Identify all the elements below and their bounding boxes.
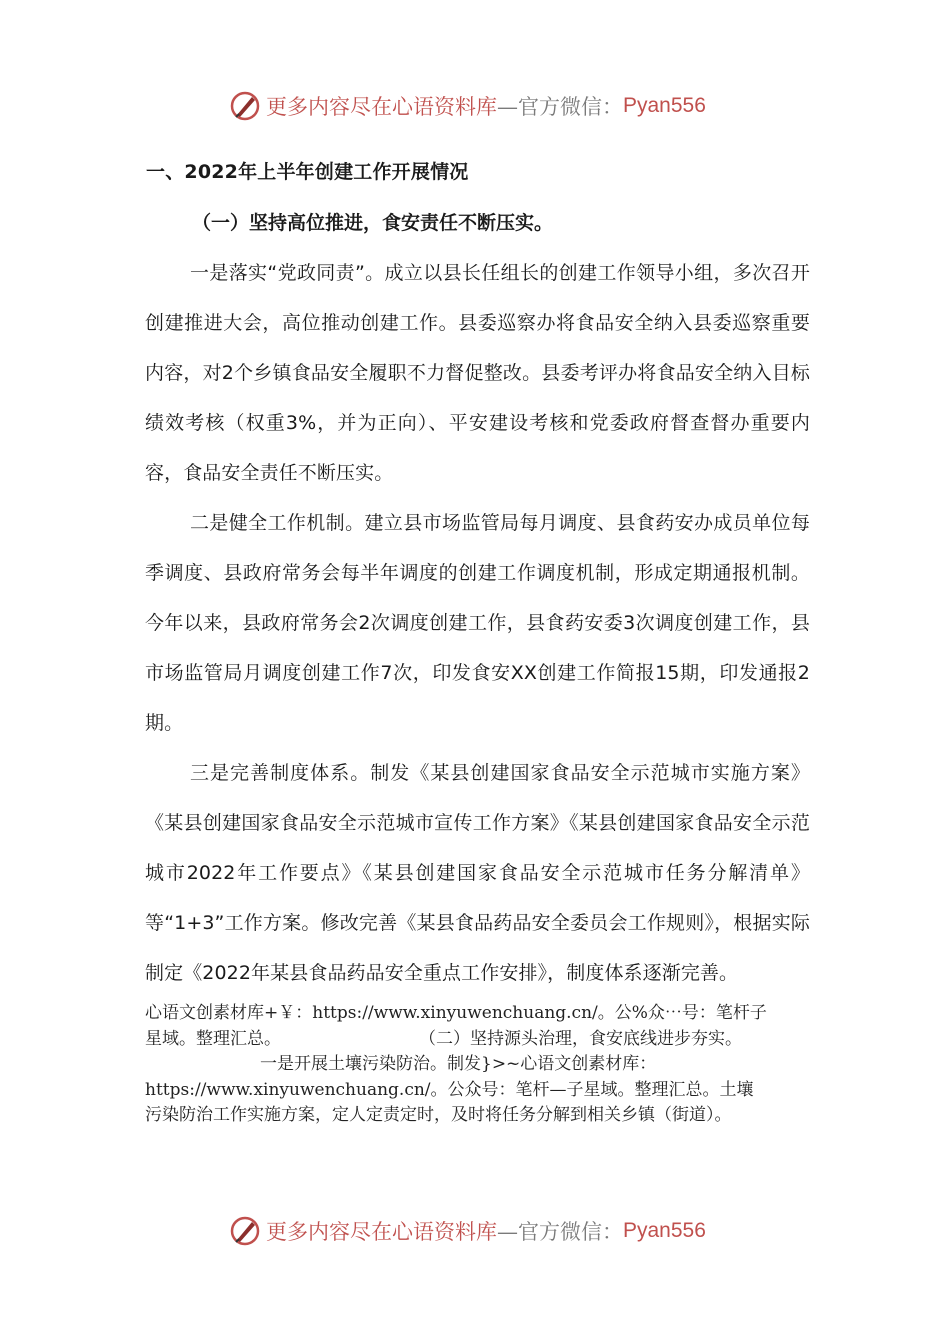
banner-wechat-label: —官方微信： — [497, 95, 623, 119]
paragraph-work-mechanism: 二是健全工作机制。建立县市场监管局每月调度、县食药安办成员单位每季调度、县政府常务会每半年调度的创建工作调度机制，形成定期通报机制。今年以来，县政府常务会2次调度创建工作，县食药安委3次调度创建工作，县市场监管局月调度创建工作7次，印发食安XX创建工作简报15期，印发通报2期。 — [145, 512, 810, 734]
tail-text-block — [145, 1001, 815, 1129]
subsection-heading-2: （二）坚持源头治理，食安底线进步夯实。 — [419, 1028, 742, 1049]
tail-line — [145, 1027, 815, 1053]
section-heading: 一、2022年上半年创建工作开展情况 — [146, 161, 469, 183]
watermark-banner-top — [228, 86, 706, 126]
tail-line: https://www.xinyuwenchuang.cn/。公众号：笔杆—子星域。整理汇总。土壤 — [145, 1079, 754, 1100]
banner-brand: 更多内容尽在心语资料库 — [266, 95, 497, 119]
paragraph-party-responsibility: 一是落实“党政同责”。成立以县长任组长的创建工作领导小组，多次召开创建推进大会，高位推动创建工作。县委巡察办将食品安全纳入县委巡察重要内容，对2个乡镇食品安全履职不力督促整改。县委考评办将食品安全纳入目标绩效考核（权重3%，并为正向）、平安建设考核和党委政府督查督办重要内容，食品安全责任不断压实。 — [145, 262, 810, 484]
banner-account: Pyan556 — [623, 94, 706, 117]
quill-logo-icon — [228, 89, 262, 123]
tail-line: 一是开展土壤污染防治。制发}>~心语文创素材库： — [260, 1054, 657, 1074]
banner-account: Pyan556 — [623, 1219, 706, 1242]
banner-wechat-label: —官方微信： — [497, 1220, 623, 1244]
paragraph-system-building: 三是完善制度体系。制发《某县创建国家食品安全示范城市实施方案》《某县创建国家食品安全示范城市宣传工作方案》《某县创建国家食品安全示范城市2022年工作要点》《某县创建国家食品安全示范城市任务分解清单》等“1+3”工作方案。修改完善《某县食品药品安全委员会工作规则》，根据实际制定《2022年某县食品药品安全重点工作安排》，制度体系逐渐完善。 — [145, 762, 810, 984]
watermark-banner-bottom — [228, 1211, 706, 1251]
quill-logo-icon — [228, 1214, 262, 1248]
tail-line: 污染防治工作实施方案，定人定责定时，及时将任务分解到相关乡镇（街道）。 — [145, 1105, 732, 1125]
tail-line-part: 星域。整理汇总。 — [145, 1028, 281, 1049]
banner-brand: 更多内容尽在心语资料库 — [266, 1220, 497, 1244]
subsection-heading: （一）坚持高位推进，食安责任不断压实。 — [192, 212, 554, 234]
tail-line: 心语文创素材库+￥：https://www.xinyuwenchuang.cn/。公%众⋯号：笔杆子 — [145, 1003, 767, 1023]
